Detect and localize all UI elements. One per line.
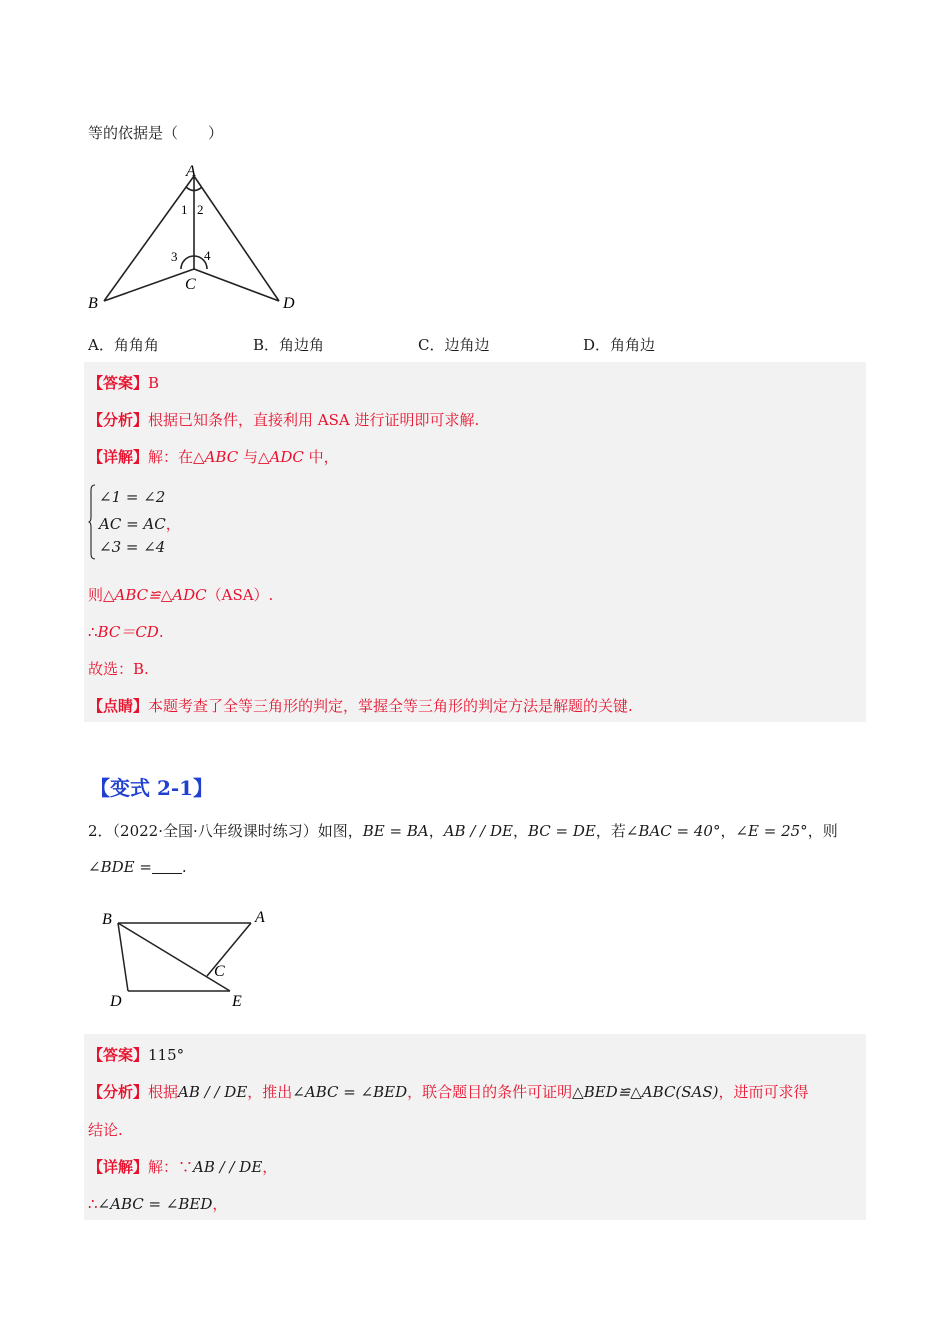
- q1-choose: 故选：B.: [88, 660, 149, 678]
- q2-detail-tag: 【详解】: [88, 1158, 149, 1176]
- option-d-letter: D．: [583, 336, 611, 354]
- congruence-reason: （ASA）.: [206, 586, 274, 604]
- q2-source: （2022·全国·八年级课时练习）如图，: [112, 822, 363, 840]
- analysis-tag: 【分析】: [88, 411, 149, 429]
- q2-detail-1: 解：∵: [148, 1158, 194, 1176]
- fig1-angle-3: 3: [171, 249, 178, 264]
- analysis-text: 根据已知条件，直接利用 ASA 进行证明即可求解.: [148, 411, 480, 429]
- fig1-angle-2: 2: [197, 202, 204, 217]
- option-b-text: 角边角: [279, 336, 325, 354]
- q2-detail: [88, 1156, 277, 1177]
- option-b-letter: B．: [253, 336, 280, 354]
- q2-step-2: [88, 1193, 227, 1214]
- fig1-label-a: A: [186, 163, 196, 180]
- q2-sep-2: ，: [512, 822, 528, 840]
- q1-answer: [88, 372, 159, 393]
- triangle-abc: △ABC: [193, 448, 239, 466]
- q2-if: ，若: [595, 822, 626, 840]
- comment-tag: 【点睛】: [88, 697, 149, 715]
- q1-detail: [88, 446, 339, 467]
- q2-analysis-math-2: ∠ABC = ∠BED: [292, 1083, 408, 1101]
- system-eq-2: [99, 513, 181, 534]
- therefore-symbol: ∴: [88, 623, 98, 641]
- q1-comment: [88, 695, 633, 716]
- q2-analysis-cont: 结论.: [88, 1121, 123, 1139]
- detail-intro-3: 中，: [303, 448, 339, 466]
- q2-analysis-math-1: AB / / DE: [178, 1083, 248, 1101]
- q2-step-2-end: ，: [212, 1195, 228, 1213]
- fig2-label-a: A: [255, 909, 265, 926]
- triangle-adc: △ADC: [257, 448, 304, 466]
- q2-number: 2．: [88, 822, 113, 840]
- option-d: [583, 334, 655, 355]
- fig1-label-b: B: [88, 295, 98, 312]
- q2-step-2-symbol: ∴: [88, 1195, 98, 1213]
- comment-text: 本题考查了全等三角形的判定，掌握全等三角形的判定方法是解题的关键.: [148, 697, 633, 715]
- answer-value: B: [148, 374, 160, 392]
- q2-sep-1: ，: [428, 822, 444, 840]
- system-brace: [88, 484, 96, 560]
- fig2-label-d: D: [110, 993, 122, 1010]
- system-eq-1: ∠1 = ∠2: [99, 488, 166, 506]
- fig1-label-c: C: [185, 276, 196, 293]
- q2-then: ，则: [807, 822, 838, 840]
- q1-analysis: [88, 409, 479, 430]
- q2-cond-5: ∠E = 25°: [735, 822, 808, 840]
- option-a-letter: A．: [88, 336, 114, 354]
- q2-answer-value: 115°: [148, 1046, 185, 1064]
- option-c-letter: C．: [418, 336, 445, 354]
- system-eq-2-text: AC = AC: [99, 515, 166, 533]
- section-heading: 【变式 2-1】: [90, 776, 214, 800]
- q2-answer-tag: 【答案】: [88, 1046, 149, 1064]
- q2-cond-3: BC = DE: [527, 822, 596, 840]
- fig2-label-b: B: [102, 911, 112, 928]
- q2-detail-math-1: AB / / DE: [193, 1158, 263, 1176]
- congruence-prefix: 则: [88, 586, 104, 604]
- q2-ask: [88, 858, 187, 876]
- q2-analysis-4: ，进而可求得: [718, 1083, 809, 1101]
- q1-therefore: [88, 621, 164, 642]
- q2-detail-2: ，: [262, 1158, 278, 1176]
- q2-stem: [88, 820, 838, 841]
- therefore-statement: BC＝CD: [97, 623, 159, 641]
- fig1-label-d: D: [283, 295, 295, 312]
- q2-cond-2: AB / / DE: [443, 822, 513, 840]
- fig1-angle-1: 1: [181, 202, 188, 217]
- q2-cond-4: ∠BAC = 40°: [625, 822, 721, 840]
- answer-tag: 【答案】: [88, 374, 149, 392]
- q2-ask-text: ∠BDE =: [88, 858, 152, 876]
- q2-figure: [96, 902, 286, 1014]
- q2-analysis-3: ，联合题目的条件可证明: [407, 1083, 573, 1101]
- detail-intro-1: 解：在: [148, 448, 194, 466]
- fig2-label-e: E: [232, 993, 242, 1010]
- fig2-label-c: C: [214, 963, 225, 980]
- q2-analysis-1: 根据: [148, 1083, 179, 1101]
- option-b: [253, 334, 324, 355]
- q2-analysis: [88, 1081, 809, 1102]
- q2-ask-end: .: [181, 858, 187, 876]
- q2-sep-3: ，: [720, 822, 736, 840]
- q2-answer-blank: [152, 859, 182, 874]
- option-a: [88, 334, 159, 355]
- option-a-text: 角角角: [113, 336, 159, 354]
- congruence-statement: △ABC≌△ADC: [103, 586, 207, 604]
- q2-answer: [88, 1044, 184, 1065]
- q2-analysis-2: ，推出: [247, 1083, 293, 1101]
- system-comma: ，: [165, 515, 181, 533]
- option-c-text: 边角边: [444, 336, 490, 354]
- q1-figure: [80, 158, 320, 318]
- detail-tag: 【详解】: [88, 448, 149, 466]
- detail-intro-2: 与: [238, 448, 258, 466]
- option-c: [418, 334, 490, 355]
- fig1-angle-4: 4: [204, 248, 211, 263]
- option-d-text: 角角边: [610, 336, 656, 354]
- q2-analysis-tag: 【分析】: [88, 1083, 149, 1101]
- q2-step-2-math: ∠ABC = ∠BED: [97, 1195, 213, 1213]
- system-eq-3: ∠3 = ∠4: [99, 538, 166, 556]
- q1-congruence: [88, 584, 273, 605]
- q2-analysis-math-3: △BED≌△ABC(SAS): [572, 1083, 719, 1101]
- therefore-end: .: [158, 623, 164, 641]
- q1-stem-tail: 等的依据是（ ）: [88, 124, 224, 142]
- q2-cond-1: BE = BA: [362, 822, 429, 840]
